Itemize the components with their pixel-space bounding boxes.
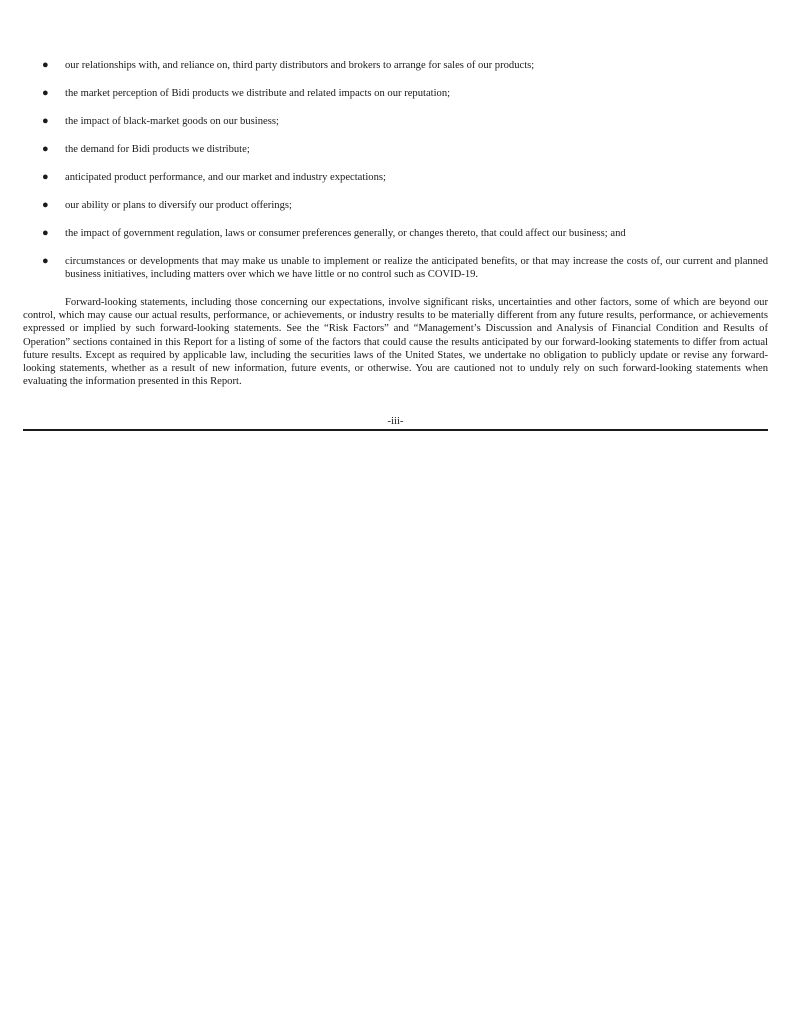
bullet-marker: ●	[42, 115, 49, 127]
bullet-text: anticipated product performance, and our market and industry expectations;	[65, 172, 386, 183]
bullet-marker: ●	[42, 87, 49, 99]
bullet-marker: ●	[42, 143, 49, 155]
bullet-marker: ●	[42, 227, 49, 239]
page-number: -iii-	[387, 416, 404, 427]
bullet-list	[0, 59, 791, 296]
list-item	[0, 87, 791, 100]
bullet-text: the market perception of Bidi products we distribute and related impacts on our reputation;	[65, 88, 451, 99]
bullet-text: circumstances or developments that may make us unable to implement or realize the anticipated benefits, or that may increase the costs of, our current and planned business initiatives, including matters over which we have little or no control such as COVID-19.	[65, 256, 768, 281]
list-item	[0, 227, 791, 240]
list-item	[0, 59, 791, 72]
list-item	[0, 115, 791, 128]
bullet-text: the impact of black-market goods on our business;	[65, 116, 279, 127]
list-item	[0, 199, 791, 212]
bullet-text: the demand for Bidi products we distribute;	[65, 144, 250, 155]
bullet-marker: ●	[42, 199, 49, 211]
bullet-text: our relationships with, and reliance on, third party distributors and brokers to arrange for sales of our products;	[65, 60, 535, 71]
bullet-marker: ●	[42, 59, 49, 71]
forward-looking-paragraph: Forward-looking statements, including those concerning our expectations, involve significant risks, uncertainties and other factors, some of which are beyond our control, which may cause our actual results, performance, or achievements, or industry results to be materially different from any future results, performance, or achievements expressed or implied by such forward-looking statements. See the “Risk Factors” and “Management’s Discussion and Analysis of Financial Condition and Results of Operation” sections contained in this Report for a listing of some of the factors that could cause the results anticipated by our forward-looking statements to differ from actual future results. Except as required by applicable law, including the securities laws of the United States, we undertake no obligation to publicly update or revise any forward-looking statements, whether as a result of new information, future events, or otherwise. You are cautioned not to unduly rely on such forward-looking statements when evaluating the information presented in this Report.	[23, 297, 768, 388]
list-item	[0, 171, 791, 184]
list-item	[0, 255, 791, 281]
bullet-marker: ●	[42, 255, 49, 267]
bullet-marker: ●	[42, 171, 49, 183]
bullet-text: our ability or plans to diversify our product offerings;	[65, 200, 292, 211]
bullet-text: the impact of government regulation, laws or consumer preferences generally, or changes thereto, that could affect our business; and	[65, 228, 626, 239]
list-item	[0, 143, 791, 156]
footer-rule	[23, 429, 768, 431]
